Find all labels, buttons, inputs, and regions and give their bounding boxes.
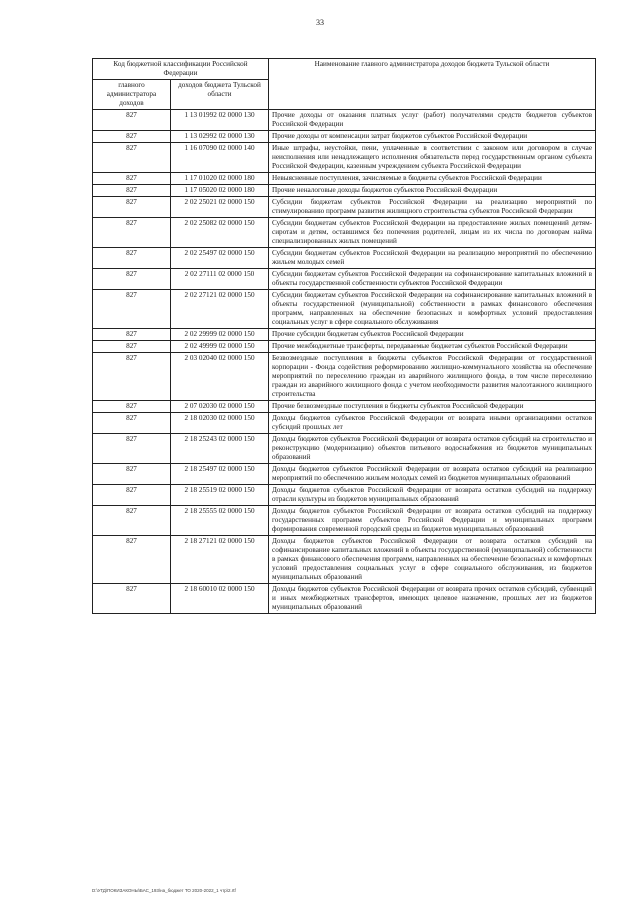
admin-code-cell: 827 <box>93 197 171 218</box>
admin-code-cell: 827 <box>93 485 171 506</box>
header-income: доходов бюджета Тульской области <box>171 80 269 110</box>
table-row <box>93 131 596 143</box>
income-name-cell: Невыясненные поступления, зачисляемые в бюджеты субъектов Российской Федерации <box>269 173 596 185</box>
income-code-cell: 2 18 25519 02 0000 150 <box>171 485 269 506</box>
income-code-cell: 1 17 05020 02 0000 180 <box>171 185 269 197</box>
table-body <box>93 110 596 614</box>
admin-code-cell: 827 <box>93 185 171 197</box>
income-code-cell: 2 07 02030 02 0000 150 <box>171 401 269 413</box>
table-row <box>93 185 596 197</box>
income-code-cell: 1 17 01020 02 0000 180 <box>171 173 269 185</box>
income-name-cell: Доходы бюджетов субъектов Российской Федерации от возврата прочих остатков субсидий, субвенций и иных межбюджетных трансфертов, имеющих целевое назначение, прошлых лет из бюджетов муниципальных образований <box>269 584 596 614</box>
header-admin: главного администратора доходов <box>93 80 171 110</box>
income-code-cell: 2 18 27121 02 0000 150 <box>171 536 269 584</box>
income-name-cell: Доходы бюджетов субъектов Российской Федерации от возврата остатков субсидий на реализацию мероприятий по обеспечению жильем молодых семей из бюджетов муниципальных образований <box>269 464 596 485</box>
income-code-cell: 2 18 25243 02 0000 150 <box>171 434 269 464</box>
admin-code-cell: 827 <box>93 248 171 269</box>
income-code-cell: 1 13 01992 02 0000 130 <box>171 110 269 131</box>
income-name-cell: Прочие межбюджетные трансферты, передаваемые бюджетам субъектов Российской Федерации <box>269 341 596 353</box>
header-code-group: Код бюджетной классификации Российской Федерации <box>93 59 269 80</box>
table-row <box>93 173 596 185</box>
income-code-cell: 2 18 60010 02 0000 150 <box>171 584 269 614</box>
income-code-cell: 2 02 27111 02 0000 150 <box>171 269 269 290</box>
income-name-cell: Безвозмездные поступления в бюджеты субъектов Российской Федерации от государственной корпорации - Фонда содействия реформированию жилищно-коммунального хозяйства на обеспечение мероприятий по переселению граждан из аварийного жилищного фонда, в том числе переселению граждан из аварийного жилищного фонда с учетом необходимости развития малоэтажного жилищного строительства <box>269 353 596 401</box>
admin-code-cell: 827 <box>93 143 171 173</box>
income-name-cell: Субсидии бюджетам субъектов Российской Федерации на софинансирование капитальных вложений в объекты государственной (муниципальной) собственности в рамках финансового обеспечения программ, направленных на обеспечение безопасных и комфортных условий предоставления социальных услуг в сфере социального обслуживания <box>269 290 596 329</box>
header-name: Наименование главного администратора доходов бюджета Тульской области <box>269 59 596 110</box>
income-code-cell: 2 02 49999 02 0000 150 <box>171 341 269 353</box>
table-row <box>93 401 596 413</box>
admin-code-cell: 827 <box>93 464 171 485</box>
income-code-cell: 1 16 07090 02 0000 140 <box>171 143 269 173</box>
table-row <box>93 485 596 506</box>
income-name-cell: Доходы бюджетов субъектов Российской Федерации от возврата остатков субсидий на строительство и реконструкцию (модернизацию) объектов питьевого водоснабжения из бюджетов муниципальных образований <box>269 434 596 464</box>
income-code-cell: 2 02 27121 02 0000 150 <box>171 290 269 329</box>
admin-code-cell: 827 <box>93 131 171 143</box>
income-name-cell: Прочие неналоговые доходы бюджетов субъектов Российской Федерации <box>269 185 596 197</box>
admin-code-cell: 827 <box>93 290 171 329</box>
income-code-cell: 2 03 02040 02 0000 150 <box>171 353 269 401</box>
income-name-cell: Прочие доходы от оказания платных услуг (работ) получателями средств бюджетов субъектов Российской Федерации <box>269 110 596 131</box>
table-row <box>93 143 596 173</box>
file-path-footer: D:\УГД\ПОКИЗАКОНЫ\БАС_193\на_бюджет ТО 2020-2022_1 чтр\2.rtf <box>92 888 236 893</box>
table-row <box>93 110 596 131</box>
income-name-cell: Доходы бюджетов субъектов Российской Федерации от возврата остатков субсидий на поддержку государственных программ субъектов Российской Федерации и муниципальных программ формирования современной городской среды из бюджетов муниципальных образований <box>269 506 596 536</box>
admin-code-cell: 827 <box>93 110 171 131</box>
income-code-cell: 2 18 25497 02 0000 150 <box>171 464 269 485</box>
income-name-cell: Иные штрафы, неустойки, пени, уплаченные в соответствии с законом или договором в случае неисполнения или ненадлежащего исполнения обязательств перед государственным органом субъекта Российской Федерации, казенным учреждением субъекта Российской Федерации <box>269 143 596 173</box>
table-row <box>93 290 596 329</box>
admin-code-cell: 827 <box>93 269 171 290</box>
table-row <box>93 536 596 584</box>
income-code-cell: 2 02 29999 02 0000 150 <box>171 329 269 341</box>
income-name-cell: Субсидии бюджетам субъектов Российской Федерации на реализацию мероприятий по стимулированию программ развития жилищного строительства субъектов Российской Федерации <box>269 197 596 218</box>
income-name-cell: Доходы бюджетов субъектов Российской Федерации от возврата иными организациями остатков субсидий прошлых лет <box>269 413 596 434</box>
table-row <box>93 248 596 269</box>
page-number: 33 <box>316 18 324 27</box>
income-name-cell: Субсидии бюджетам субъектов Российской Федерации на предоставление жилых помещений детям-сиротам и детям, оставшимся без попечения родителей, лицам из их числа по договорам найма специализированных жилых помещений <box>269 218 596 248</box>
income-code-cell: 2 02 25021 02 0000 150 <box>171 197 269 218</box>
income-code-cell: 2 02 25082 02 0000 150 <box>171 218 269 248</box>
table-row <box>93 413 596 434</box>
income-name-cell: Доходы бюджетов субъектов Российской Федерации от возврата остатков субсидий на софинансирование капитальных вложений в объекты государственной (муниципальной) собственности в рамках финансового обеспечения программ, направленных на обеспечение безопасных и комфортных условий предоставления социальных услуг в сфере социального обслуживания, из бюджетов муниципальных образований <box>269 536 596 584</box>
table-row <box>93 353 596 401</box>
income-code-cell: 2 18 25555 02 0000 150 <box>171 506 269 536</box>
admin-code-cell: 827 <box>93 401 171 413</box>
income-name-cell: Прочие безвозмездные поступления в бюджеты субъектов Российской Федерации <box>269 401 596 413</box>
table-row <box>93 434 596 464</box>
admin-code-cell: 827 <box>93 353 171 401</box>
revenue-classification-table <box>92 58 596 614</box>
admin-code-cell: 827 <box>93 329 171 341</box>
admin-code-cell: 827 <box>93 218 171 248</box>
admin-code-cell: 827 <box>93 536 171 584</box>
admin-code-cell: 827 <box>93 584 171 614</box>
admin-code-cell: 827 <box>93 506 171 536</box>
table-row <box>93 464 596 485</box>
income-name-cell: Субсидии бюджетам субъектов Российской Федерации на реализацию мероприятий по обеспечению жильем молодых семей <box>269 248 596 269</box>
income-name-cell: Прочие субсидии бюджетам субъектов Российской Федерации <box>269 329 596 341</box>
table-row <box>93 197 596 218</box>
table-row <box>93 269 596 290</box>
header-row-top <box>93 59 596 80</box>
admin-code-cell: 827 <box>93 413 171 434</box>
income-name-cell: Субсидии бюджетам субъектов Российской Федерации на софинансирование капитальных вложений в объекты государственной собственности субъектов Российской Федерации <box>269 269 596 290</box>
income-name-cell: Доходы бюджетов субъектов Российской Федерации от возврата остатков субсидий на поддержку отрасли культуры из бюджетов муниципальных образований <box>269 485 596 506</box>
table-row <box>93 341 596 353</box>
admin-code-cell: 827 <box>93 341 171 353</box>
income-name-cell: Прочие доходы от компенсации затрат бюджетов субъектов Российской Федерации <box>269 131 596 143</box>
table-row <box>93 584 596 614</box>
admin-code-cell: 827 <box>93 173 171 185</box>
admin-code-cell: 827 <box>93 434 171 464</box>
income-code-cell: 2 02 25497 02 0000 150 <box>171 248 269 269</box>
income-code-cell: 2 18 02030 02 0000 150 <box>171 413 269 434</box>
income-code-cell: 1 13 02992 02 0000 130 <box>171 131 269 143</box>
table-row <box>93 329 596 341</box>
table-row <box>93 506 596 536</box>
table-row <box>93 218 596 248</box>
